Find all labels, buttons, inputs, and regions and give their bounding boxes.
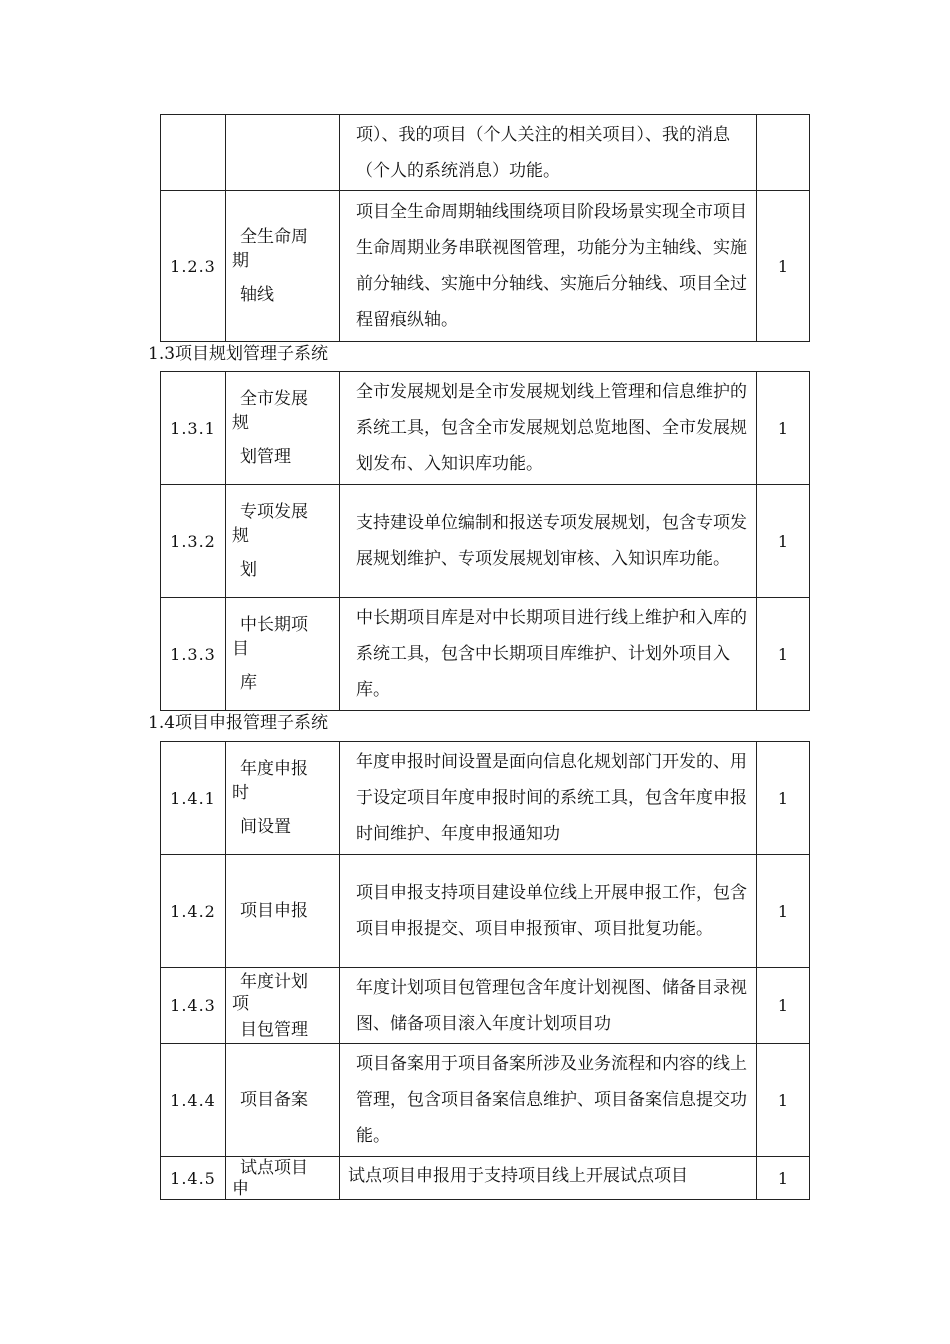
row-name	[226, 1157, 340, 1200]
table-section-1-4	[160, 741, 810, 1200]
row-name-line-2: 规	[232, 526, 249, 546]
row-number: 1.3.1	[161, 372, 226, 485]
row-description-text: 年度申报时间设置是面向信息化规划部门开发的、用于设定项目年度申报时间的系统工具，包含年度申报时间维护、年度申报通知功	[356, 752, 747, 844]
row-quantity: 1	[757, 1044, 810, 1157]
section-heading-1-4: 1.4项目申报管理子系统	[148, 713, 329, 733]
row-name	[226, 372, 340, 485]
table-row	[161, 1044, 810, 1157]
row-quantity: 1	[757, 1157, 810, 1200]
table-row	[161, 1157, 810, 1200]
row-name-line-1: 全市发展	[240, 389, 308, 409]
row-description	[340, 968, 757, 1044]
row-description-text: 项目备案用于项目备案所涉及业务流程和内容的线上管理，包含项目备案信息维护、项目备案信息提交功能。	[356, 1054, 747, 1146]
row-number: 1.4.3	[161, 968, 226, 1044]
row-name-line-3: 划	[240, 560, 257, 580]
row-description	[340, 115, 757, 191]
table-section-1-2	[160, 114, 810, 342]
row-description-text: 支持建设单位编制和报送专项发展规划，包含专项发展规划维护、专项发展规划审核、入知识库功能。	[356, 513, 747, 569]
row-quantity: 1	[757, 485, 810, 598]
row-name-line-1: 试点项目	[240, 1157, 308, 1178]
row-name-line-1: 专项发展	[240, 502, 308, 522]
row-name-line-1: 中长期项	[240, 615, 308, 635]
row-quantity: 1	[757, 191, 810, 342]
row-name	[226, 1044, 340, 1157]
table-row	[161, 968, 810, 1044]
table-row	[161, 855, 810, 968]
row-description	[340, 598, 757, 711]
section-heading-1-3: 1.3项目规划管理子系统	[148, 344, 329, 364]
row-name-line-3: 划管理	[240, 447, 291, 467]
row-name-line-2: 项目申报	[240, 901, 308, 921]
row-description-text: 试点项目申报用于支持项目线上开展试点项目	[348, 1165, 688, 1186]
row-quantity: 1	[757, 742, 810, 855]
row-quantity: 1	[757, 598, 810, 711]
row-number: 1.2.3	[161, 191, 226, 342]
row-number	[161, 115, 226, 191]
row-description	[340, 1044, 757, 1157]
row-description	[340, 191, 757, 342]
row-name-line-1: 年度申报	[240, 759, 308, 779]
row-description-text: 项）、我的项目（个人关注的相关项目）、我的消息（个人的系统消息）功能。	[356, 124, 730, 181]
row-name-line-3: 目包管理	[240, 1019, 308, 1040]
row-name	[226, 968, 340, 1044]
row-description-text: 项目全生命周期轴线围绕项目阶段场景实现全市项目生命周期业务串联视图管理，功能分为主轴线、实施前分轴线、实施中分轴线、实施后分轴线、项目全过程留痕纵轴。	[356, 202, 747, 330]
table-row	[161, 372, 810, 485]
row-number: 1.3.2	[161, 485, 226, 598]
row-description-text: 全市发展规划是全市发展规划线上管理和信息维护的系统工具，包含全市发展规划总览地图、全市发展规划发布、入知识库功能。	[356, 382, 747, 474]
row-name-line-3: 轴线	[240, 285, 274, 305]
row-name	[226, 855, 340, 968]
row-number: 1.4.1	[161, 742, 226, 855]
row-name	[226, 485, 340, 598]
row-name-line-3: 间设置	[240, 817, 291, 837]
row-number: 1.4.5	[161, 1157, 226, 1200]
row-name-line-2: 目	[232, 639, 249, 659]
row-name-line-2: 规	[232, 413, 249, 433]
row-name	[226, 191, 340, 342]
table-row	[161, 191, 810, 342]
row-quantity	[757, 115, 810, 191]
row-description	[340, 372, 757, 485]
row-description-text: 项目申报支持项目建设单位线上开展申报工作，包含项目申报提交、项目申报预审、项目批复功能。	[356, 883, 747, 939]
row-name-line-1: 年度计划	[240, 971, 308, 992]
row-name-line-1: 全生命周	[240, 227, 308, 247]
row-number: 1.3.3	[161, 598, 226, 711]
table-row	[161, 598, 810, 711]
row-name	[226, 598, 340, 711]
row-name-line-2: 期	[232, 251, 249, 271]
row-description-text: 年度计划项目包管理包含年度计划视图、储备目录视图、储备项目滚入年度计划项目功	[356, 977, 747, 1034]
row-description	[340, 855, 757, 968]
row-name-line-2: 时	[232, 783, 249, 803]
row-name-line-2: 项	[232, 993, 249, 1014]
row-description	[340, 485, 757, 598]
row-name-line-2: 项目备案	[240, 1090, 308, 1110]
row-description	[340, 1157, 757, 1200]
row-name	[226, 115, 340, 191]
row-name-line-2: 申	[232, 1178, 249, 1199]
row-quantity: 1	[757, 968, 810, 1044]
table-row	[161, 115, 810, 191]
row-description-text: 中长期项目库是对中长期项目进行线上维护和入库的系统工具，包含中长期项目库维护、计划外项目入库。	[356, 608, 747, 700]
row-name-line-3: 库	[240, 673, 257, 693]
row-name	[226, 742, 340, 855]
row-quantity: 1	[757, 372, 810, 485]
table-row	[161, 485, 810, 598]
table-row	[161, 742, 810, 855]
row-number: 1.4.2	[161, 855, 226, 968]
row-description	[340, 742, 757, 855]
row-number: 1.4.4	[161, 1044, 226, 1157]
row-quantity: 1	[757, 855, 810, 968]
table-section-1-3	[160, 371, 810, 711]
